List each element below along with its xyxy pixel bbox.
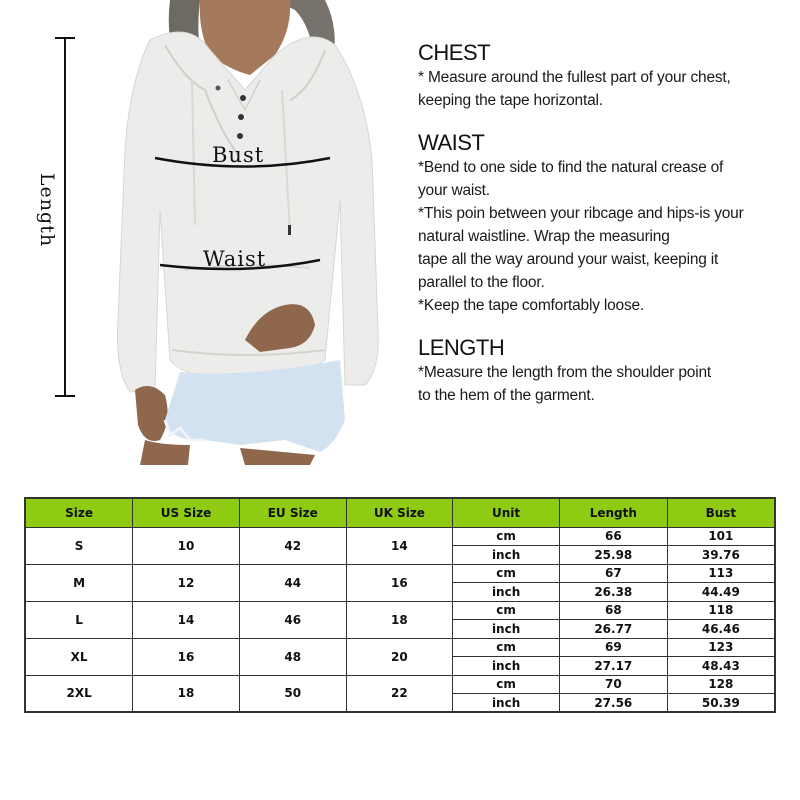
uk-size-cell: 16	[346, 564, 453, 601]
table-row	[25, 638, 775, 657]
us-size-cell: 12	[133, 564, 240, 601]
eu-size-cell: 42	[239, 527, 346, 564]
eu-size-cell: 44	[239, 564, 346, 601]
bust-cell: 118	[667, 601, 775, 620]
waist-label: Waist	[203, 247, 267, 271]
unit-cell: inch	[453, 620, 560, 639]
instruction-line: *This poin between your ribcage and hips-is your	[418, 205, 744, 222]
instruction-line: *Measure the length from the shoulder point	[418, 364, 711, 381]
measuring-instructions	[418, 40, 793, 425]
unit-cell: inch	[453, 583, 560, 602]
length-cell: 25.98	[559, 546, 667, 565]
header-size: Size	[25, 498, 133, 527]
us-size-cell: 18	[133, 675, 240, 712]
length-cell: 67	[559, 564, 667, 583]
size-cell: XL	[25, 638, 133, 675]
uk-size-cell: 18	[346, 601, 453, 638]
length-cell: 26.38	[559, 583, 667, 602]
size-chart-table	[24, 497, 776, 713]
instruction-line: *Bend to one side to find the natural crease of	[418, 159, 724, 176]
instruction-line: * Measure around the fullest part of your chest,	[418, 69, 731, 86]
size-cell: S	[25, 527, 133, 564]
uk-size-cell: 14	[346, 527, 453, 564]
length-cell: 69	[559, 638, 667, 657]
unit-cell: cm	[453, 564, 560, 583]
bust-cell: 50.39	[667, 694, 775, 713]
instruction-line: keeping the tape horizontal.	[418, 92, 603, 109]
unit-cell: cm	[453, 527, 560, 546]
length-cell: 68	[559, 601, 667, 620]
bust-label: Bust	[212, 143, 265, 167]
bust-cell: 128	[667, 675, 775, 694]
length-heading: LENGTH	[418, 335, 505, 360]
header-length: Length	[559, 498, 667, 527]
eu-size-cell: 50	[239, 675, 346, 712]
eu-size-cell: 46	[239, 601, 346, 638]
unit-cell: cm	[453, 675, 560, 694]
instruction-line: to the hem of the garment.	[418, 387, 595, 404]
waist-heading: WAIST	[418, 130, 485, 155]
bust-cell: 101	[667, 527, 775, 546]
bust-cell: 123	[667, 638, 775, 657]
chest-heading: CHEST	[418, 40, 491, 65]
us-size-cell: 16	[133, 638, 240, 675]
eu-size-cell: 48	[239, 638, 346, 675]
instruction-line: your waist.	[418, 182, 490, 199]
length-section	[418, 335, 793, 407]
bust-cell: 113	[667, 564, 775, 583]
length-cell: 27.17	[559, 657, 667, 676]
bust-cell: 44.49	[667, 583, 775, 602]
unit-cell: inch	[453, 546, 560, 565]
length-label: Length	[36, 172, 58, 248]
instruction-line: natural waistline. Wrap the measuring	[418, 228, 670, 245]
table-header-row	[25, 498, 775, 527]
chest-section	[418, 40, 793, 112]
size-cell: 2XL	[25, 675, 133, 712]
header-eu-size: EU Size	[239, 498, 346, 527]
unit-cell: cm	[453, 638, 560, 657]
length-cell: 27.56	[559, 694, 667, 713]
bust-cell: 46.46	[667, 620, 775, 639]
instruction-line: *Keep the tape comfortably loose.	[418, 297, 645, 314]
uk-size-cell: 20	[346, 638, 453, 675]
unit-cell: cm	[453, 601, 560, 620]
unit-cell: inch	[453, 657, 560, 676]
size-cell: M	[25, 564, 133, 601]
length-cell: 26.77	[559, 620, 667, 639]
table-row	[25, 564, 775, 583]
length-cell: 66	[559, 527, 667, 546]
instruction-line: parallel to the floor.	[418, 274, 545, 291]
header-us-size: US Size	[133, 498, 240, 527]
header-unit: Unit	[453, 498, 560, 527]
waist-section	[418, 130, 793, 317]
table-row	[25, 675, 775, 694]
header-bust: Bust	[667, 498, 775, 527]
uk-size-cell: 22	[346, 675, 453, 712]
garment-illustration	[0, 0, 400, 470]
us-size-cell: 10	[133, 527, 240, 564]
bust-cell: 39.76	[667, 546, 775, 565]
model-photo	[110, 0, 380, 465]
instruction-line: tape all the way around your waist, keeping it	[418, 251, 719, 268]
size-cell: L	[25, 601, 133, 638]
us-size-cell: 14	[133, 601, 240, 638]
bust-cell: 48.43	[667, 657, 775, 676]
length-cell: 70	[559, 675, 667, 694]
table-row	[25, 527, 775, 546]
unit-cell: inch	[453, 694, 560, 713]
table-row	[25, 601, 775, 620]
length-dimension-line	[63, 37, 67, 397]
header-uk-size: UK Size	[346, 498, 453, 527]
